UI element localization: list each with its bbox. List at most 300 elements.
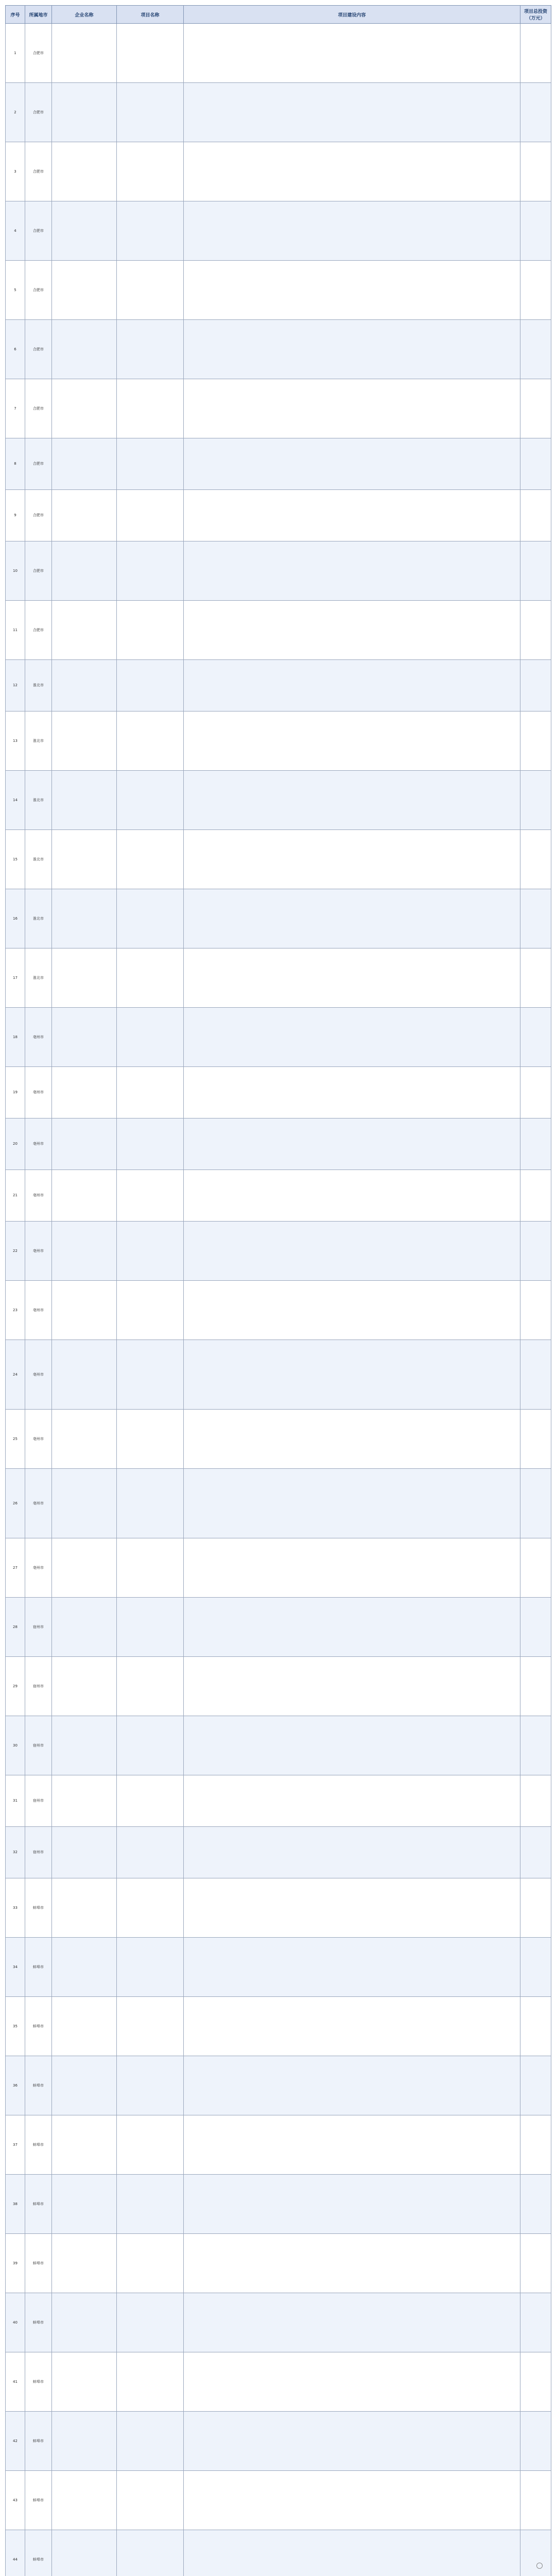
cell-city: 亳州市 [25,1118,52,1170]
cell-investment [520,490,551,541]
cell-project [117,2352,184,2412]
cell-no: 34 [6,1938,25,1997]
cell-city: 合肥市 [25,142,52,201]
cell-project [117,1281,184,1340]
cell-city: 亳州市 [25,1222,52,1281]
table-row [6,379,551,438]
table-row [6,1997,551,2056]
cell-no: 38 [6,2175,25,2234]
cell-project [117,1598,184,1657]
cell-investment [520,1281,551,1340]
cell-investment [520,1340,551,1410]
table-row [6,2293,551,2352]
cell-content [184,83,520,142]
cell-content [184,1281,520,1340]
cell-project [117,490,184,541]
cell-investment [520,1222,551,1281]
cell-project [117,379,184,438]
cell-project [117,601,184,660]
cell-company [52,711,117,771]
cell-no: 26 [6,1469,25,1538]
cell-investment [520,2115,551,2175]
cell-company [52,1067,117,1118]
cell-investment [520,1469,551,1538]
cell-no: 39 [6,2234,25,2293]
cell-company [52,1538,117,1598]
table-row [6,2471,551,2530]
cell-content [184,830,520,889]
cell-city: 合肥市 [25,320,52,379]
cell-no: 40 [6,2293,25,2352]
cell-company [52,1997,117,2056]
cell-content [184,2056,520,2115]
cell-company [52,379,117,438]
cell-city: 亳州市 [25,1410,52,1469]
cell-city: 淮北市 [25,889,52,948]
cell-no: 8 [6,438,25,490]
cell-content [184,1410,520,1469]
cell-project [117,711,184,771]
cell-content [184,1222,520,1281]
cell-no: 28 [6,1598,25,1657]
cell-city: 宿州市 [25,1598,52,1657]
table-row [6,490,551,541]
cell-no: 23 [6,1281,25,1340]
cell-city: 亳州市 [25,1340,52,1410]
cell-project [117,438,184,490]
cell-content [184,948,520,1008]
cell-company [52,1827,117,1878]
cell-company [52,320,117,379]
table-row [6,320,551,379]
table-row [6,1170,551,1222]
cell-project [117,830,184,889]
cell-city: 蚌埠市 [25,1997,52,2056]
cell-company [52,541,117,601]
cell-no: 25 [6,1410,25,1469]
cell-no: 24 [6,1340,25,1410]
table-row [6,1281,551,1340]
cell-company [52,1598,117,1657]
cell-city: 合肥市 [25,541,52,601]
table-row [6,1118,551,1170]
cell-investment [520,1410,551,1469]
cell-content [184,142,520,201]
cell-city: 合肥市 [25,83,52,142]
cell-city: 蚌埠市 [25,1938,52,1997]
table-row [6,1469,551,1538]
cell-content [184,1067,520,1118]
cell-no: 32 [6,1827,25,1878]
cell-project [117,261,184,320]
cell-no: 20 [6,1118,25,1170]
cell-content [184,1469,520,1538]
cell-content [184,1118,520,1170]
table-row [6,660,551,711]
cell-content [184,2352,520,2412]
cell-project [117,541,184,601]
table-header-row [6,6,551,24]
table-body [6,24,551,2576]
cell-project [117,142,184,201]
table-row [6,83,551,142]
header-no: 序号 [6,6,25,24]
cell-project [117,1067,184,1118]
cell-content [184,1938,520,1997]
cell-project [117,2056,184,2115]
cell-company [52,1222,117,1281]
cell-investment [520,711,551,771]
cell-content [184,261,520,320]
cell-investment [520,1878,551,1938]
cell-city: 亳州市 [25,1008,52,1067]
cell-project [117,1997,184,2056]
cell-no: 6 [6,320,25,379]
cell-investment [520,660,551,711]
cell-content [184,1775,520,1827]
cell-project [117,1716,184,1775]
table-row [6,1938,551,1997]
table-row [6,1340,551,1410]
table-row [6,830,551,889]
cell-content [184,1657,520,1716]
cell-no: 21 [6,1170,25,1222]
table-row [6,2412,551,2471]
table-row [6,2234,551,2293]
cell-no: 2 [6,83,25,142]
cell-investment [520,1067,551,1118]
cell-investment [520,2293,551,2352]
cell-investment [520,541,551,601]
cell-city: 蚌埠市 [25,2530,52,2576]
table-row [6,2530,551,2576]
cell-city: 合肥市 [25,601,52,660]
table-row [6,1716,551,1775]
cell-content [184,1878,520,1938]
cell-project [117,1657,184,1716]
cell-project [117,1878,184,1938]
table-row [6,2352,551,2412]
header-city: 所属地市 [25,6,52,24]
cell-investment [520,2056,551,2115]
cell-company [52,830,117,889]
cell-investment [520,1170,551,1222]
cell-no: 36 [6,2056,25,2115]
cell-no: 12 [6,660,25,711]
cell-no: 15 [6,830,25,889]
cell-investment [520,2175,551,2234]
cell-company [52,1657,117,1716]
cell-company [52,1281,117,1340]
table-row [6,261,551,320]
cell-content [184,2175,520,2234]
cell-company [52,1938,117,1997]
cell-investment [520,1775,551,1827]
table-row [6,1775,551,1827]
header-project: 项目名称 [117,6,184,24]
table-row [6,601,551,660]
cell-no: 37 [6,2115,25,2175]
cell-city: 淮北市 [25,948,52,1008]
cell-city: 合肥市 [25,490,52,541]
table-row [6,1067,551,1118]
table-row [6,2056,551,2115]
cell-content [184,2115,520,2175]
cell-city: 合肥市 [25,261,52,320]
cell-company [52,2234,117,2293]
cell-content [184,1008,520,1067]
cell-company [52,1118,117,1170]
cell-investment [520,1657,551,1716]
cell-investment [520,889,551,948]
cell-content [184,379,520,438]
cell-company [52,948,117,1008]
table-row [6,889,551,948]
cell-project [117,83,184,142]
cell-project [117,1827,184,1878]
table-row [6,2175,551,2234]
cell-company [52,2530,117,2576]
cell-company [52,2293,117,2352]
cell-content [184,771,520,830]
cell-no: 19 [6,1067,25,1118]
cell-city: 淮北市 [25,711,52,771]
cell-investment [520,320,551,379]
cell-project [117,1118,184,1170]
cell-company [52,601,117,660]
cell-company [52,83,117,142]
cell-city: 合肥市 [25,379,52,438]
cell-content [184,601,520,660]
cell-company [52,1170,117,1222]
cell-investment [520,201,551,261]
cell-no: 16 [6,889,25,948]
cell-investment [520,830,551,889]
cell-content [184,201,520,261]
cell-project [117,2530,184,2576]
cell-company [52,261,117,320]
cell-no: 13 [6,711,25,771]
cell-investment [520,2234,551,2293]
cell-project [117,1469,184,1538]
cell-investment [520,2530,551,2576]
cell-project [117,771,184,830]
cell-no: 4 [6,201,25,261]
cell-city: 亳州市 [25,1538,52,1598]
cell-content [184,1716,520,1775]
cell-no: 42 [6,2412,25,2471]
cell-no: 31 [6,1775,25,1827]
cell-city: 合肥市 [25,201,52,261]
cell-investment [520,1827,551,1878]
cell-content [184,889,520,948]
table-row [6,1410,551,1469]
cell-project [117,1170,184,1222]
cell-project [117,889,184,948]
watermark [536,2563,545,2569]
cell-project [117,1538,184,1598]
cell-company [52,2175,117,2234]
cell-investment [520,1938,551,1997]
cell-content [184,1170,520,1222]
cell-city: 蚌埠市 [25,2234,52,2293]
cell-content [184,2530,520,2576]
cell-investment [520,1538,551,1598]
cell-content [184,711,520,771]
cell-city: 宿州市 [25,1775,52,1827]
cell-investment [520,379,551,438]
cell-project [117,320,184,379]
cell-no: 14 [6,771,25,830]
cell-company [52,1410,117,1469]
cell-city: 蚌埠市 [25,2115,52,2175]
cell-city: 蚌埠市 [25,2056,52,2115]
cell-company [52,889,117,948]
cell-company [52,2056,117,2115]
cell-project [117,2115,184,2175]
cell-project [117,2471,184,2530]
cell-content [184,2293,520,2352]
cell-content [184,2234,520,2293]
cell-city: 亳州市 [25,1469,52,1538]
cell-investment [520,601,551,660]
cell-no: 30 [6,1716,25,1775]
cell-content [184,2412,520,2471]
cell-city: 宿州市 [25,1657,52,1716]
cell-investment [520,1008,551,1067]
cell-no: 22 [6,1222,25,1281]
cell-company [52,142,117,201]
cell-investment [520,438,551,490]
table-row [6,771,551,830]
cell-content [184,490,520,541]
cell-no: 18 [6,1008,25,1067]
cell-no: 1 [6,24,25,83]
cell-project [117,948,184,1008]
table-row [6,1538,551,1598]
table-row [6,1008,551,1067]
cell-content [184,660,520,711]
project-table [5,5,551,2576]
table-row [6,2115,551,2175]
cell-city: 蚌埠市 [25,2293,52,2352]
cell-investment [520,2352,551,2412]
cell-project [117,201,184,261]
cell-investment [520,1118,551,1170]
cell-company [52,1340,117,1410]
cell-company [52,660,117,711]
cell-company [52,1008,117,1067]
table-row [6,438,551,490]
cell-city: 淮北市 [25,830,52,889]
cell-content [184,1538,520,1598]
cell-no: 29 [6,1657,25,1716]
cell-city: 亳州市 [25,1281,52,1340]
cell-project [117,2293,184,2352]
cell-investment [520,1716,551,1775]
cell-no: 5 [6,261,25,320]
cell-company [52,438,117,490]
cell-company [52,2471,117,2530]
cell-project [117,1340,184,1410]
cell-content [184,24,520,83]
table-row [6,142,551,201]
cell-company [52,1878,117,1938]
cell-no: 41 [6,2352,25,2412]
cell-no: 35 [6,1997,25,2056]
cell-company [52,1716,117,1775]
cell-investment [520,261,551,320]
header-content: 项目建设内容 [184,6,520,24]
cell-content [184,1598,520,1657]
cell-project [117,2175,184,2234]
cell-investment [520,771,551,830]
cell-content [184,438,520,490]
cell-project [117,24,184,83]
cell-company [52,201,117,261]
cell-content [184,320,520,379]
cell-content [184,2471,520,2530]
cell-no: 17 [6,948,25,1008]
cell-investment [520,2412,551,2471]
cell-investment [520,24,551,83]
cell-no: 7 [6,379,25,438]
cell-content [184,1827,520,1878]
table-row [6,1878,551,1938]
cell-no: 44 [6,2530,25,2576]
cell-no: 33 [6,1878,25,1938]
table-row [6,1827,551,1878]
cell-company [52,1775,117,1827]
cell-company [52,490,117,541]
cell-city: 蚌埠市 [25,2352,52,2412]
cell-no: 9 [6,490,25,541]
table-row [6,711,551,771]
cell-project [117,660,184,711]
cell-city: 合肥市 [25,24,52,83]
cell-city: 淮北市 [25,660,52,711]
table-row [6,201,551,261]
table-row [6,1657,551,1716]
cell-city: 蚌埠市 [25,1878,52,1938]
cell-city: 蚌埠市 [25,2471,52,2530]
cell-project [117,1410,184,1469]
cell-investment [520,2471,551,2530]
cell-project [117,2412,184,2471]
cell-company [52,771,117,830]
cell-company [52,24,117,83]
cell-city: 蚌埠市 [25,2175,52,2234]
cell-no: 43 [6,2471,25,2530]
cell-company [52,2412,117,2471]
cell-project [117,1222,184,1281]
cell-no: 27 [6,1538,25,1598]
table-row [6,1222,551,1281]
cell-company [52,2352,117,2412]
cell-no: 3 [6,142,25,201]
wechat-logo-icon [536,2563,543,2569]
table-row [6,541,551,601]
cell-content [184,1340,520,1410]
cell-content [184,541,520,601]
table-row [6,948,551,1008]
header-company: 企业名称 [52,6,117,24]
cell-project [117,1008,184,1067]
header-investment: 项目总投资（万元） [520,6,551,24]
cell-company [52,2115,117,2175]
cell-city: 宿州市 [25,1716,52,1775]
cell-city: 宿州市 [25,1827,52,1878]
